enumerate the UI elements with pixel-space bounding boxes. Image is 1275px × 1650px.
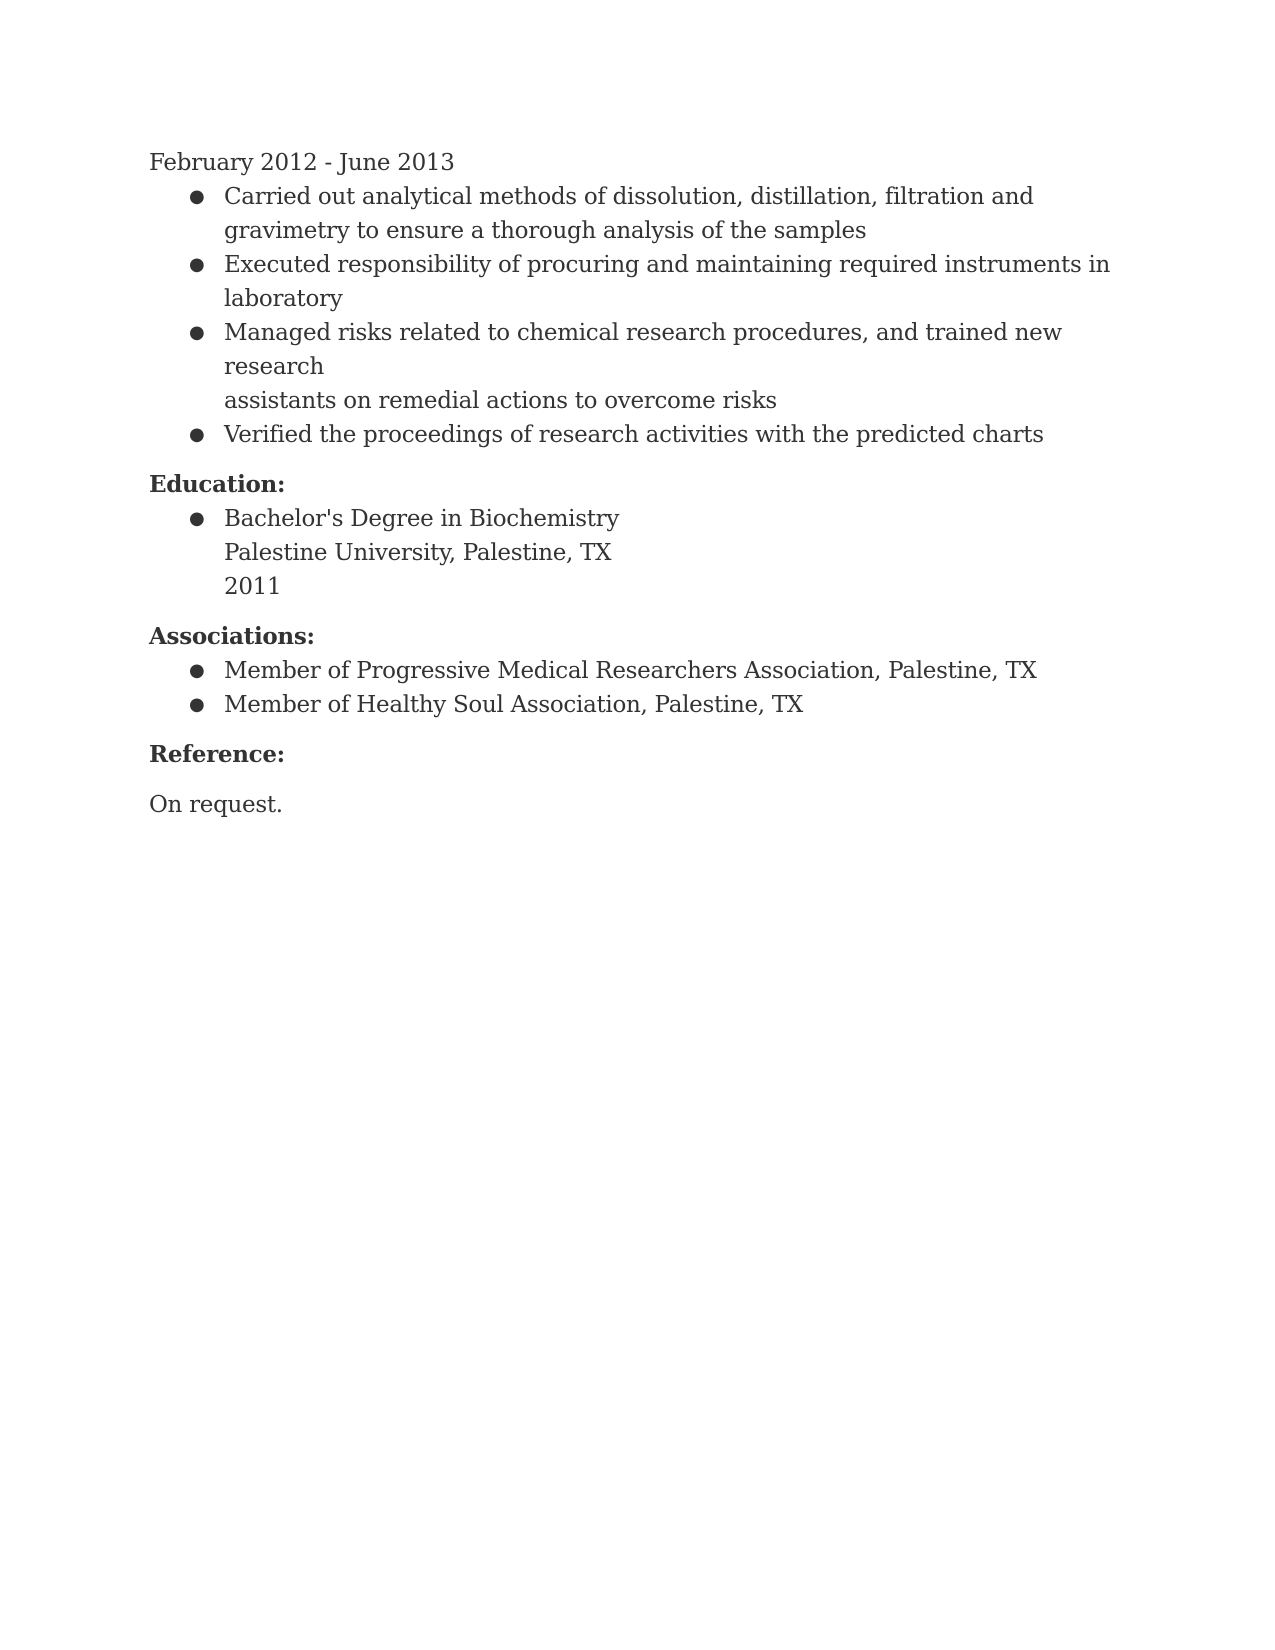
- reference-heading: Reference:: [149, 741, 285, 768]
- bullet-text-line: Verified the proceedings of research activities with the predicted charts: [224, 422, 1044, 448]
- school-text: Palestine University, Palestine, TX: [224, 540, 612, 566]
- bullet-text-line: Managed risks related to chemical research procedures, and trained new research: [224, 320, 1062, 380]
- reference-text: On request.: [149, 792, 283, 818]
- bullet-icon: ●: [189, 322, 205, 343]
- list-item: [149, 688, 1129, 722]
- bullet-text-line: assistants on remedial actions to overcome risks: [224, 388, 777, 414]
- job-date-range: February 2012 - June 2013: [149, 150, 455, 176]
- list-item: [149, 316, 1129, 418]
- bullet-icon: ●: [189, 186, 205, 207]
- job-responsibilities-list: [149, 180, 1129, 452]
- association-text: Member of Progressive Medical Researchers Association, Palestine, TX: [224, 658, 1037, 684]
- bullet-text-line: Executed responsibility of procuring and maintaining required instruments in: [224, 252, 1111, 278]
- associations-list: [149, 654, 1129, 722]
- bullet-text-line: Carried out analytical methods of dissolution, distillation, filtration and: [224, 184, 1034, 210]
- bullet-icon: ●: [189, 424, 205, 445]
- associations-heading: Associations:: [149, 623, 315, 650]
- bullet-icon: ●: [189, 660, 205, 681]
- list-item: [149, 418, 1129, 452]
- bullet-text-line: laboratory: [224, 286, 343, 312]
- bullet-icon: ●: [189, 254, 205, 275]
- education-list: [149, 502, 1129, 604]
- list-item: [149, 180, 1129, 248]
- list-item: [149, 654, 1129, 688]
- bullet-text-line: gravimetry to ensure a thorough analysis of the samples: [224, 218, 867, 244]
- graduation-year: 2011: [224, 574, 282, 600]
- education-heading: Education:: [149, 471, 286, 498]
- bullet-icon: ●: [189, 694, 205, 715]
- list-item: [149, 248, 1129, 316]
- resume-content: [149, 146, 1129, 822]
- list-item: [149, 502, 1129, 604]
- degree-text: Bachelor's Degree in Biochemistry: [224, 506, 620, 532]
- association-text: Member of Healthy Soul Association, Palestine, TX: [224, 692, 803, 718]
- bullet-icon: ●: [189, 508, 205, 529]
